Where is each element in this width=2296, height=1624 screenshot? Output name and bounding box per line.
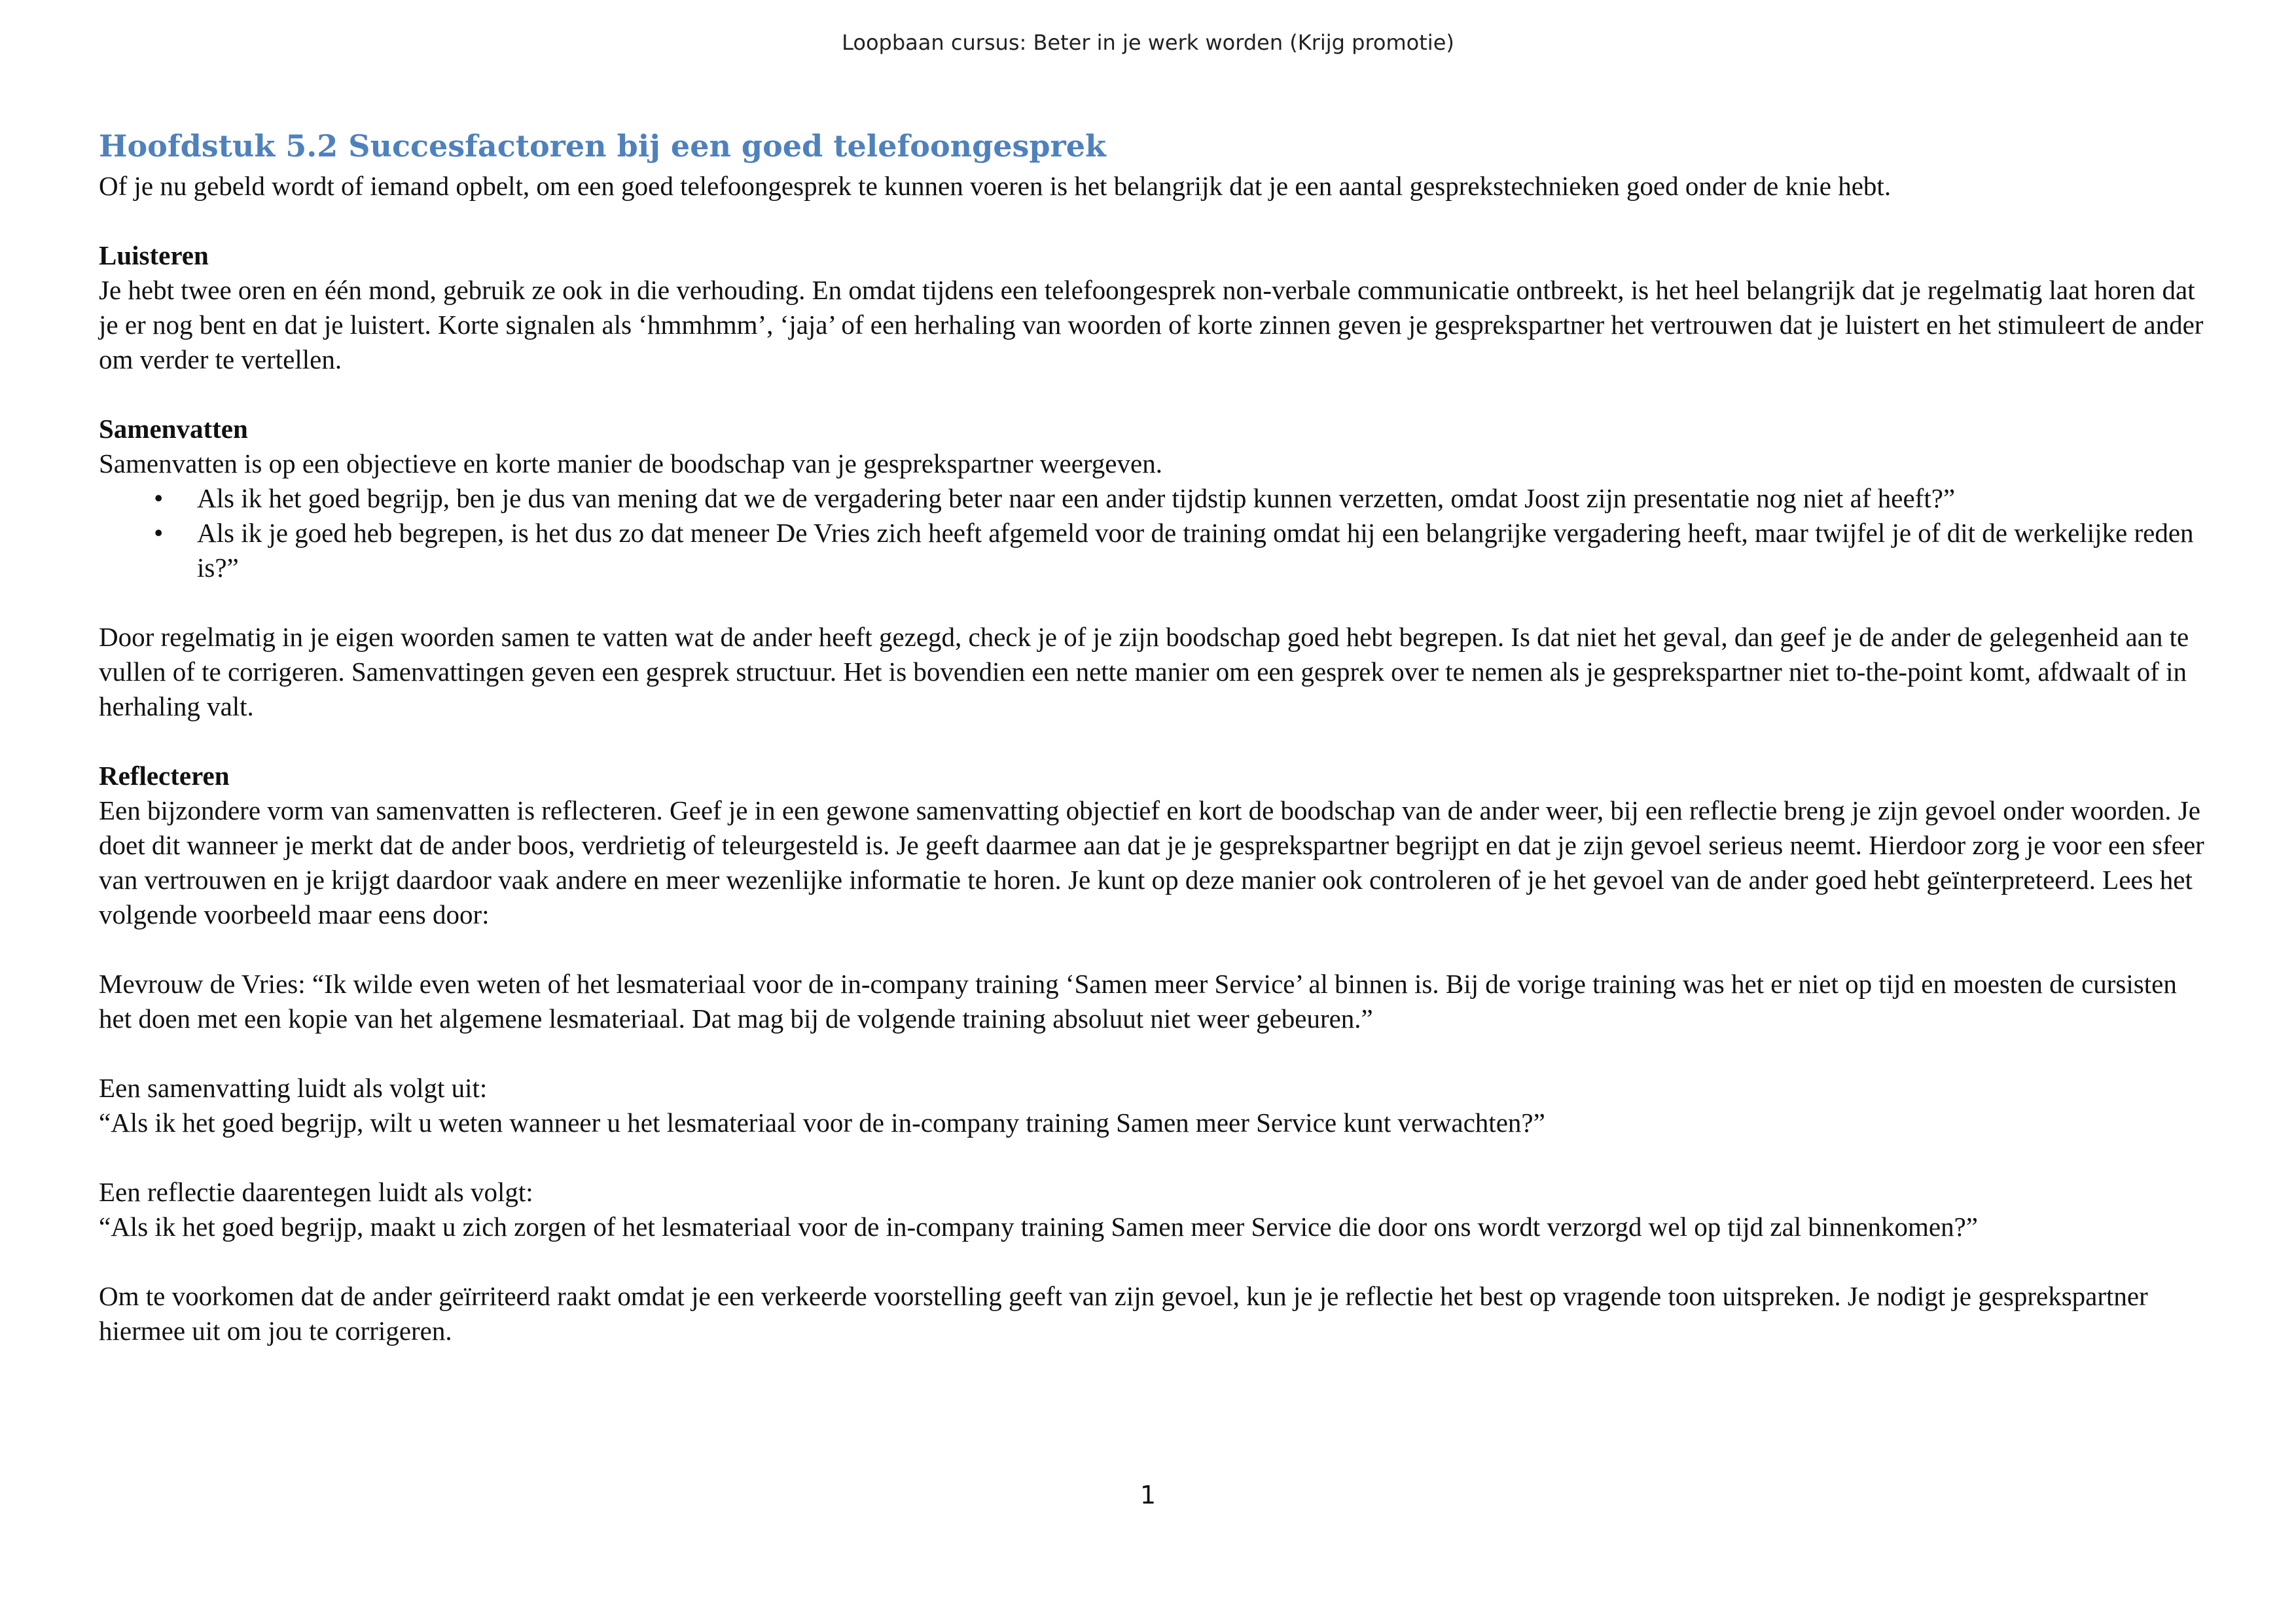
page-content <box>99 123 2206 1348</box>
summary-intro: Een samenvatting luidt als volgt uit: <box>99 1073 488 1103</box>
luisteren-body: Je hebt twee oren en één mond, gebruik ze ook in die verhouding. En omdat tijdens een telefoongesprek non-verbale communicatie ontbreekt, is het heel belangrijk dat je regelmatig laat horen dat je er nog bent en dat je luistert. Korte signalen als ‘hmmhmm’, ‘jaja’ of een herhaling van woorden of korte zinnen geven je gesprekspartner het vertrouwen dat je luistert en het stimuleert de ander om verder te vertellen. <box>99 275 2204 374</box>
samenvatten-bullet-list <box>99 481 2206 585</box>
bullet-text: Als ik je goed heb begrepen, is het dus zo dat meneer De Vries zich heeft afgemeld voor de training omdat hij een belangrijke vergadering heeft, maar twijfel je of dit de werkelijke reden is?” <box>197 518 2194 583</box>
bullet-item <box>99 516 2206 585</box>
reflection-quote: “Als ik het goed begrijp, maakt u zich zorgen of het lesmateriaal voor de in-company training Samen meer Service die door ons wordt verzorgd wel op tijd zal binnenkomen?” <box>99 1212 1979 1242</box>
bullet-text: Als ik het goed begrijp, ben je dus van mening dat we de vergadering beter naar een ander tijdstip kunnen verzetten, omdat Joost zijn presentatie nog niet af heeft?” <box>197 483 1956 513</box>
chapter-intro: Of je nu gebeld wordt of iemand opbelt, om een goed telefoongesprek te kunnen voeren is het belangrijk dat je een aantal gesprekstechnieken goed onder de knie hebt. <box>99 171 1892 201</box>
summary-quote: “Als ik het goed begrijp, wilt u weten wanneer u het lesmateriaal voor de in-company training Samen meer Service kunt verwachten?” <box>99 1108 1545 1138</box>
reflecteren-closing: Om te voorkomen dat de ander geïrriteerd raakt omdat je een verkeerde voorstelling geeft van zijn gevoel, kun je je reflectie het best op vragende toon uitspreken. Je nodigt je gesprekspartner hiermee uit om jou te corrigeren. <box>99 1281 2148 1346</box>
reflecteren-example: Mevrouw de Vries: “Ik wilde even weten of het lesmateriaal voor de in-company training ‘Samen meer Service’ al binnen is. Bij de vorige training was het er niet op tijd en moesten de cursisten het doen met een kopie van het algemene lesmateriaal. Dat mag bij de volgende training absoluut niet weer gebeuren.” <box>99 969 2177 1034</box>
section-heading-reflecteren: Reflecteren <box>99 761 230 791</box>
reflecteren-body: Een bijzondere vorm van samenvatten is reflecteren. Geef je in een gewone samenvatting objectief en kort de boodschap van de ander weer, bij een reflectie breng je zijn gevoel onder woorden. Je doet dit wanneer je merkt dat de ander boos, verdrietig of teleurgesteld is. Je geeft daarmee aan dat je je gesprekspartner begrijpt en dat je zijn gevoel serieus neemt. Hierdoor zorg je voor een sfeer van vertrouwen en je krijgt daardoor vaak andere en meer wezenlijke informatie te horen. Je kunt op deze manier ook controleren of je het gevoel van de ander goed hebt geïnterpreteerd. Lees het volgende voorbeeld maar eens door: <box>99 795 2204 929</box>
samenvatten-body: Door regelmatig in je eigen woorden samen te vatten wat de ander heeft gezegd, check je of je zijn boodschap goed hebt begrepen. Is dat niet het geval, dan geef je de ander de gelegenheid aan te vullen of te corrigeren. Samenvattingen geven een gesprek structuur. Het is bovendien een nette manier om een gesprek over te nemen als je gesprekspartner niet to-the-point komt, afdwaalt of in herhaling valt. <box>99 622 2189 721</box>
page-number: 1 <box>1139 1481 1157 1509</box>
bullet-item <box>99 481 2206 516</box>
section-heading-samenvatten: Samenvatten <box>99 414 248 444</box>
samenvatten-intro: Samenvatten is op een objectieve en korte manier de boodschap van je gesprekspartner weergeven. <box>99 448 1162 478</box>
bullet-icon: • <box>154 483 164 513</box>
bullet-icon: • <box>154 518 164 548</box>
reflection-intro: Een reflectie daarentegen luidt als volgt: <box>99 1177 533 1207</box>
running-header: Loopbaan cursus: Beter in je werk worden (Krijg promotie) <box>842 30 1454 55</box>
section-heading-luisteren: Luisteren <box>99 240 209 270</box>
chapter-title: Hoofdstuk 5.2 Succesfactoren bij een goed telefoongesprek <box>99 128 1106 164</box>
